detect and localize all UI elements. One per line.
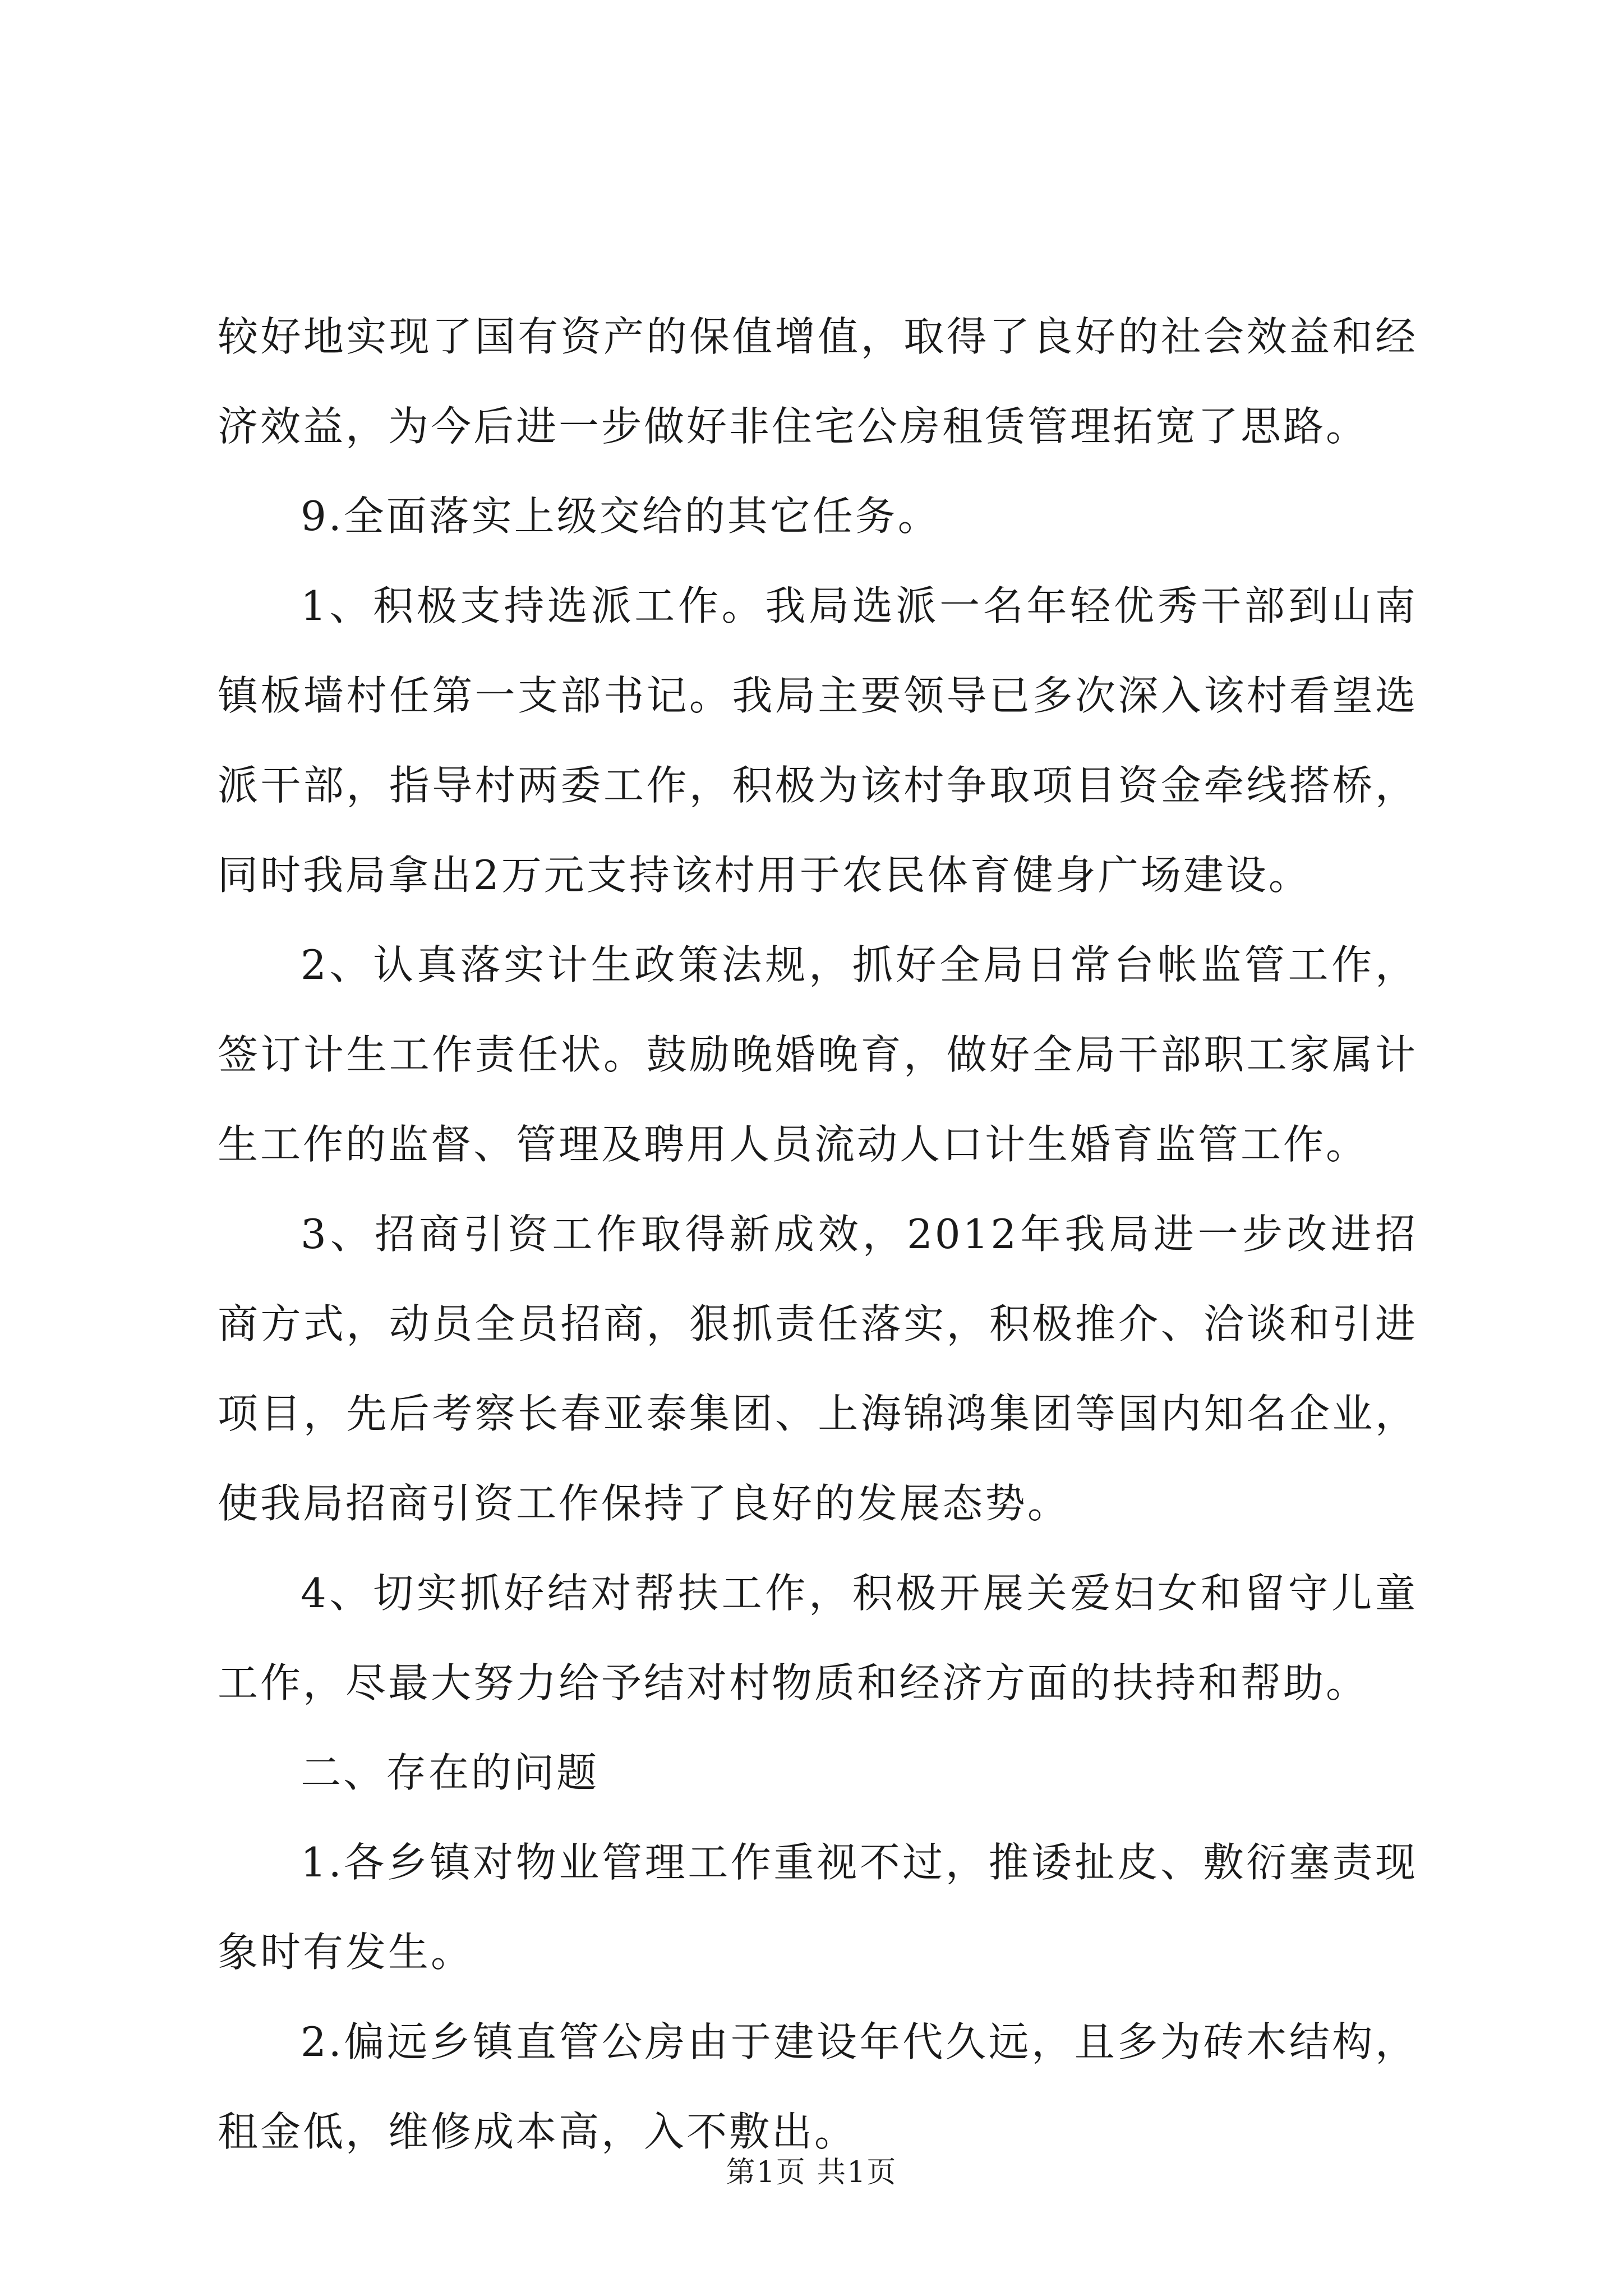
section-heading-problems: 二、存在的问题 bbox=[301, 1749, 600, 1796]
paragraph-subitem-1: 1、积极支持选派工作。我局选派一名年轻优秀干部到山南镇板墙村任第一支部书记。我局主要领导已多次深入该村看望选派干部，指导村两委工作，积极为该村争取项目资金牵线搭桥，同时我局拿出2万元支持该村用于农民体育健身广场建设。 bbox=[218, 582, 1418, 899]
paragraph-subitem-3: 3、招商引资工作取得新成效，2012年我局进一步改进招商方式，动员全员招商，狠抓责任落实，积极推介、洽谈和引进项目，先后考察长春亚泰集团、上海锦鸿集团等国内知名企业，使我局招商引资工作保持了良好的发展态势。 bbox=[218, 1211, 1418, 1527]
paragraph-problem-1: 1.各乡镇对物业管理工作重视不过，推诿扯皮、敷衍塞责现象时有发生。 bbox=[218, 1839, 1418, 1976]
paragraph-problem-2: 2.偏远乡镇直管公房由于建设年代久远，且多为砖木结构，租金低，维修成本高，入不敷出。 bbox=[218, 2018, 1418, 2155]
document-body bbox=[218, 292, 1418, 2177]
paragraph-subitem-2: 2、认真落实计生政策法规，抓好全局日常台帐监管工作，签订计生工作责任状。鼓励晚婚晚育，做好全局干部职工家属计生工作的监督、管理及聘用人员流动人口计生婚育监管工作。 bbox=[218, 941, 1418, 1168]
page-footer: 第1页 共1页 bbox=[726, 2156, 897, 2189]
paragraph-item-9: 9.全面落实上级交给的其它任务。 bbox=[301, 493, 940, 540]
paragraph-subitem-4: 4、切实抓好结对帮扶工作，积极开展关爱妇女和留守儿童工作，尽最大努力给予结对村物质和经济方面的扶持和帮助。 bbox=[218, 1570, 1418, 1706]
paragraph-continuation: 较好地实现了国有资产的保值增值，取得了良好的社会效益和经济效益，为今后进一步做好非住宅公房租赁管理拓宽了思路。 bbox=[218, 313, 1418, 450]
